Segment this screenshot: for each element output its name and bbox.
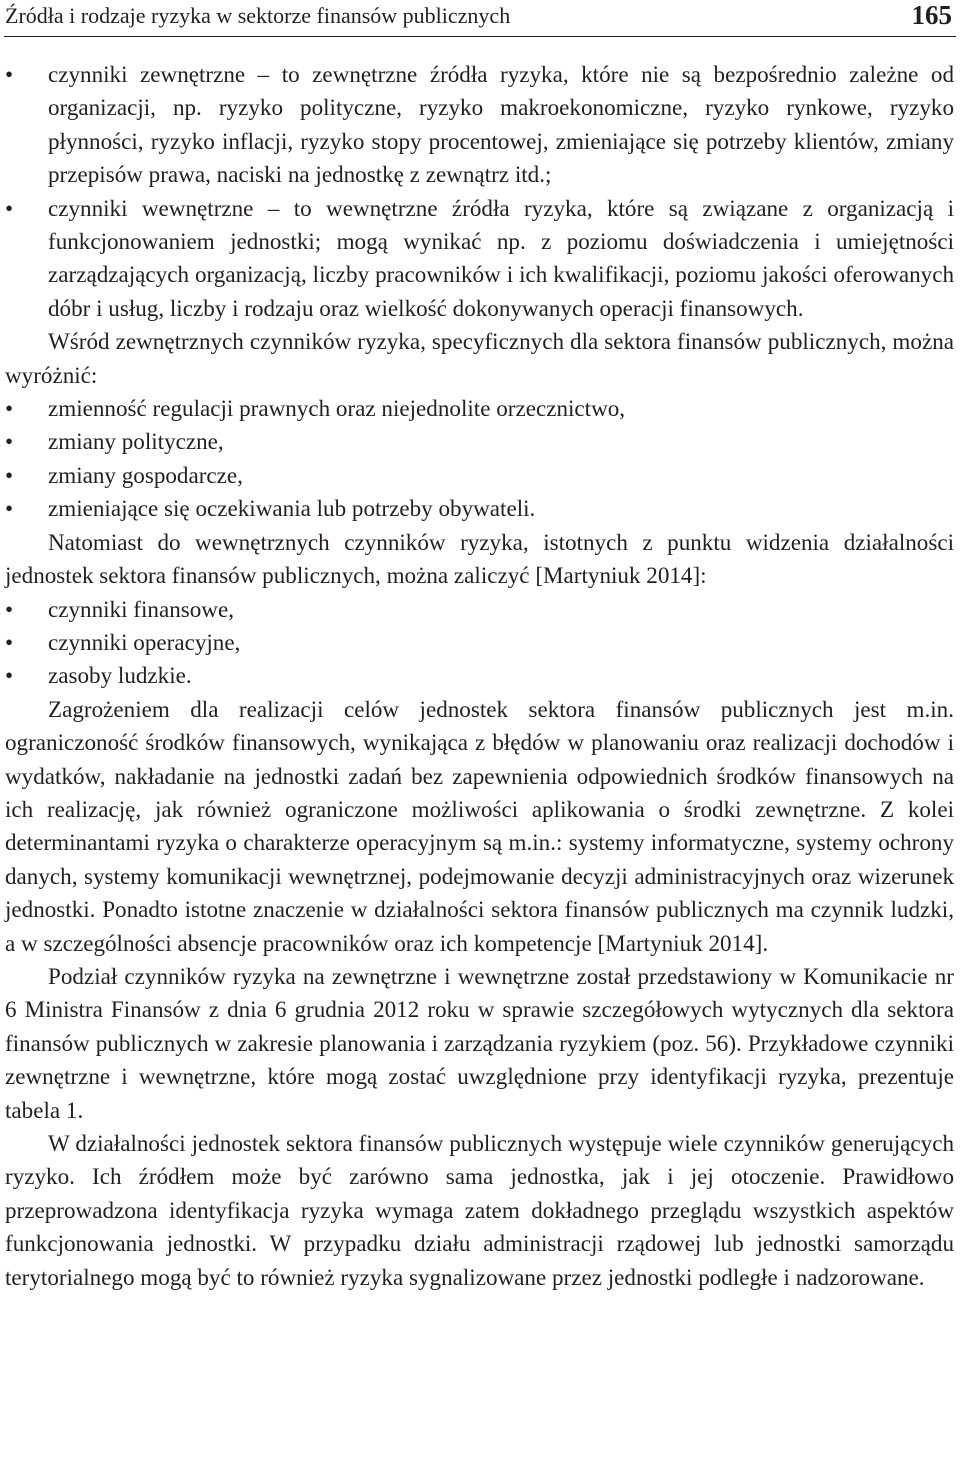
list-item [5,425,954,458]
paragraph: Podział czynników ryzyka na zewnętrzne i wewnętrzne został przedstawiony w Komunikacie nr 6 Ministra Finansów z dnia 6 grudnia 2012 roku w sprawie szczegółowych wytycznych dla sektora finansów publicznych w zakresie planowania i zarządzania ryzykiem (poz. 56). Przykładowe czynniki zewnętrzne i wewnętrzne, które mogą zostać uwzględnione przy identyfikacji ryzyka, prezentuje tabela 1. [5,962,954,1123]
list-item [5,492,954,525]
running-header [0,0,960,38]
bullet-icon: • [5,461,14,488]
running-header-title: Źródła i rodzaje ryzyka w sektorze finansów publicznych [5,3,511,28]
list-item-text: zmiany polityczne, [48,428,224,455]
list-item [5,192,954,326]
list-item-text: zmiany gospodarcze, [48,461,243,488]
bullet-icon: • [5,595,14,622]
list-item-text: czynniki zewnętrzne – to zewnętrzne źródła ryzyka, które nie są bezpośrednio zależne od organizacji, np. ryzyko polityczne, ryzyko makroekonomiczne, ryzyko rynkowe, ryzyko płynności, ryzyko inflacji, ryzyko stopy procentowej, zmieniające się potrzeby klientów, zmiany przepisów prawa, naciski na jednostkę z zewnątrz itd.; [48,61,954,188]
page-number: 165 [911,0,952,30]
list-item [5,593,954,626]
paragraph: W działalności jednostek sektora finansów publicznych występuje wiele czynników generujących ryzyko. Ich źródłem może być zarówno sama jednostka, jak i jej otoczenie. Prawidłowo przeprowadzona identyfikacja ryzyka wymaga zatem dokładnego przeglądu wszystkich aspektów funkcjonowania jednostki. W przypadku działu administracji rządowej lub jednostki samorządu terytorialnego mogą być to również ryzyka sygnalizowane przez jednostki podległe i nadzorowane. [5,1130,954,1290]
internal-factors-list [5,593,954,693]
bullet-icon: • [5,495,14,522]
paragraph: Zagrożeniem dla realizacji celów jednostek sektora finansów publicznych jest m.in. ograniczoność środków finansowych, wynikająca z błędów w planowaniu oraz realizacji dochodów i wydatków, nakładanie na jednostki zadań bez zapewnienia odpowiednich środków finansowych na ich realizację, jak również ograniczone możliwości aplikowania o środki zewnętrzne. Z kolei determinantami ryzyka o charakterze operacyjnym są m.in.: systemy informatyczne, systemy ochrony danych, systemy komunikacji wewnętrznej, podejmowanie decyzji administracyjnych oraz wizerunek jednostki. Ponadto istotne znaczenie w działalności sektora finansów publicznych ma czynnik ludzki, a w szczególności absencje pracowników oraz ich kompetencje [Martyniuk 2014]. [5,695,954,956]
list-item-text: zasoby ludzkie. [48,662,192,689]
bullet-icon: • [5,628,14,655]
list-item [5,626,954,659]
bullet-icon: • [5,61,14,87]
list-item [5,392,954,425]
list-item-text: czynniki operacyjne, [48,628,241,655]
bullet-icon: • [5,428,14,455]
header-rule [4,36,956,37]
paragraph: Wśród zewnętrznych czynników ryzyka, specyficznych dla sektora finansów publicznych, można wyróżnić: [5,328,954,388]
paragraph: Natomiast do wewnętrznych czynników ryzyka, istotnych z punktu widzenia działalności jednostek sektora finansów publicznych, można zaliczyć [Martyniuk 2014]: [5,528,954,589]
list-item-text: zmienność regulacji prawnych oraz niejednolite orzecznictwo, [48,395,626,422]
list-item-text: czynniki finansowe, [48,595,234,622]
body-text [5,58,954,1294]
bullet-icon: • [5,662,14,689]
external-factors-list [5,392,954,526]
list-item [5,659,954,692]
bullet-icon: • [5,395,14,422]
bullet-icon: • [5,194,14,221]
risk-factors-list [5,58,954,325]
list-item-text: zmieniające się oczekiwania lub potrzeby obywateli. [48,495,536,522]
list-item [5,58,954,192]
list-item [5,459,954,492]
list-item-text: czynniki wewnętrzne – to wewnętrzne źródła ryzyka, które są związane z organizacją i funkcjonowaniem jednostki; mogą wynikać np. z poziomu doświadczenia i umiejętności zarządzających organizacją, liczby pracowników i ich kwalifikacji, poziomu jakości oferowanych dóbr i usług, liczby i rodzaju oraz wielkość dokonywanych operacji finansowych. [48,194,954,321]
